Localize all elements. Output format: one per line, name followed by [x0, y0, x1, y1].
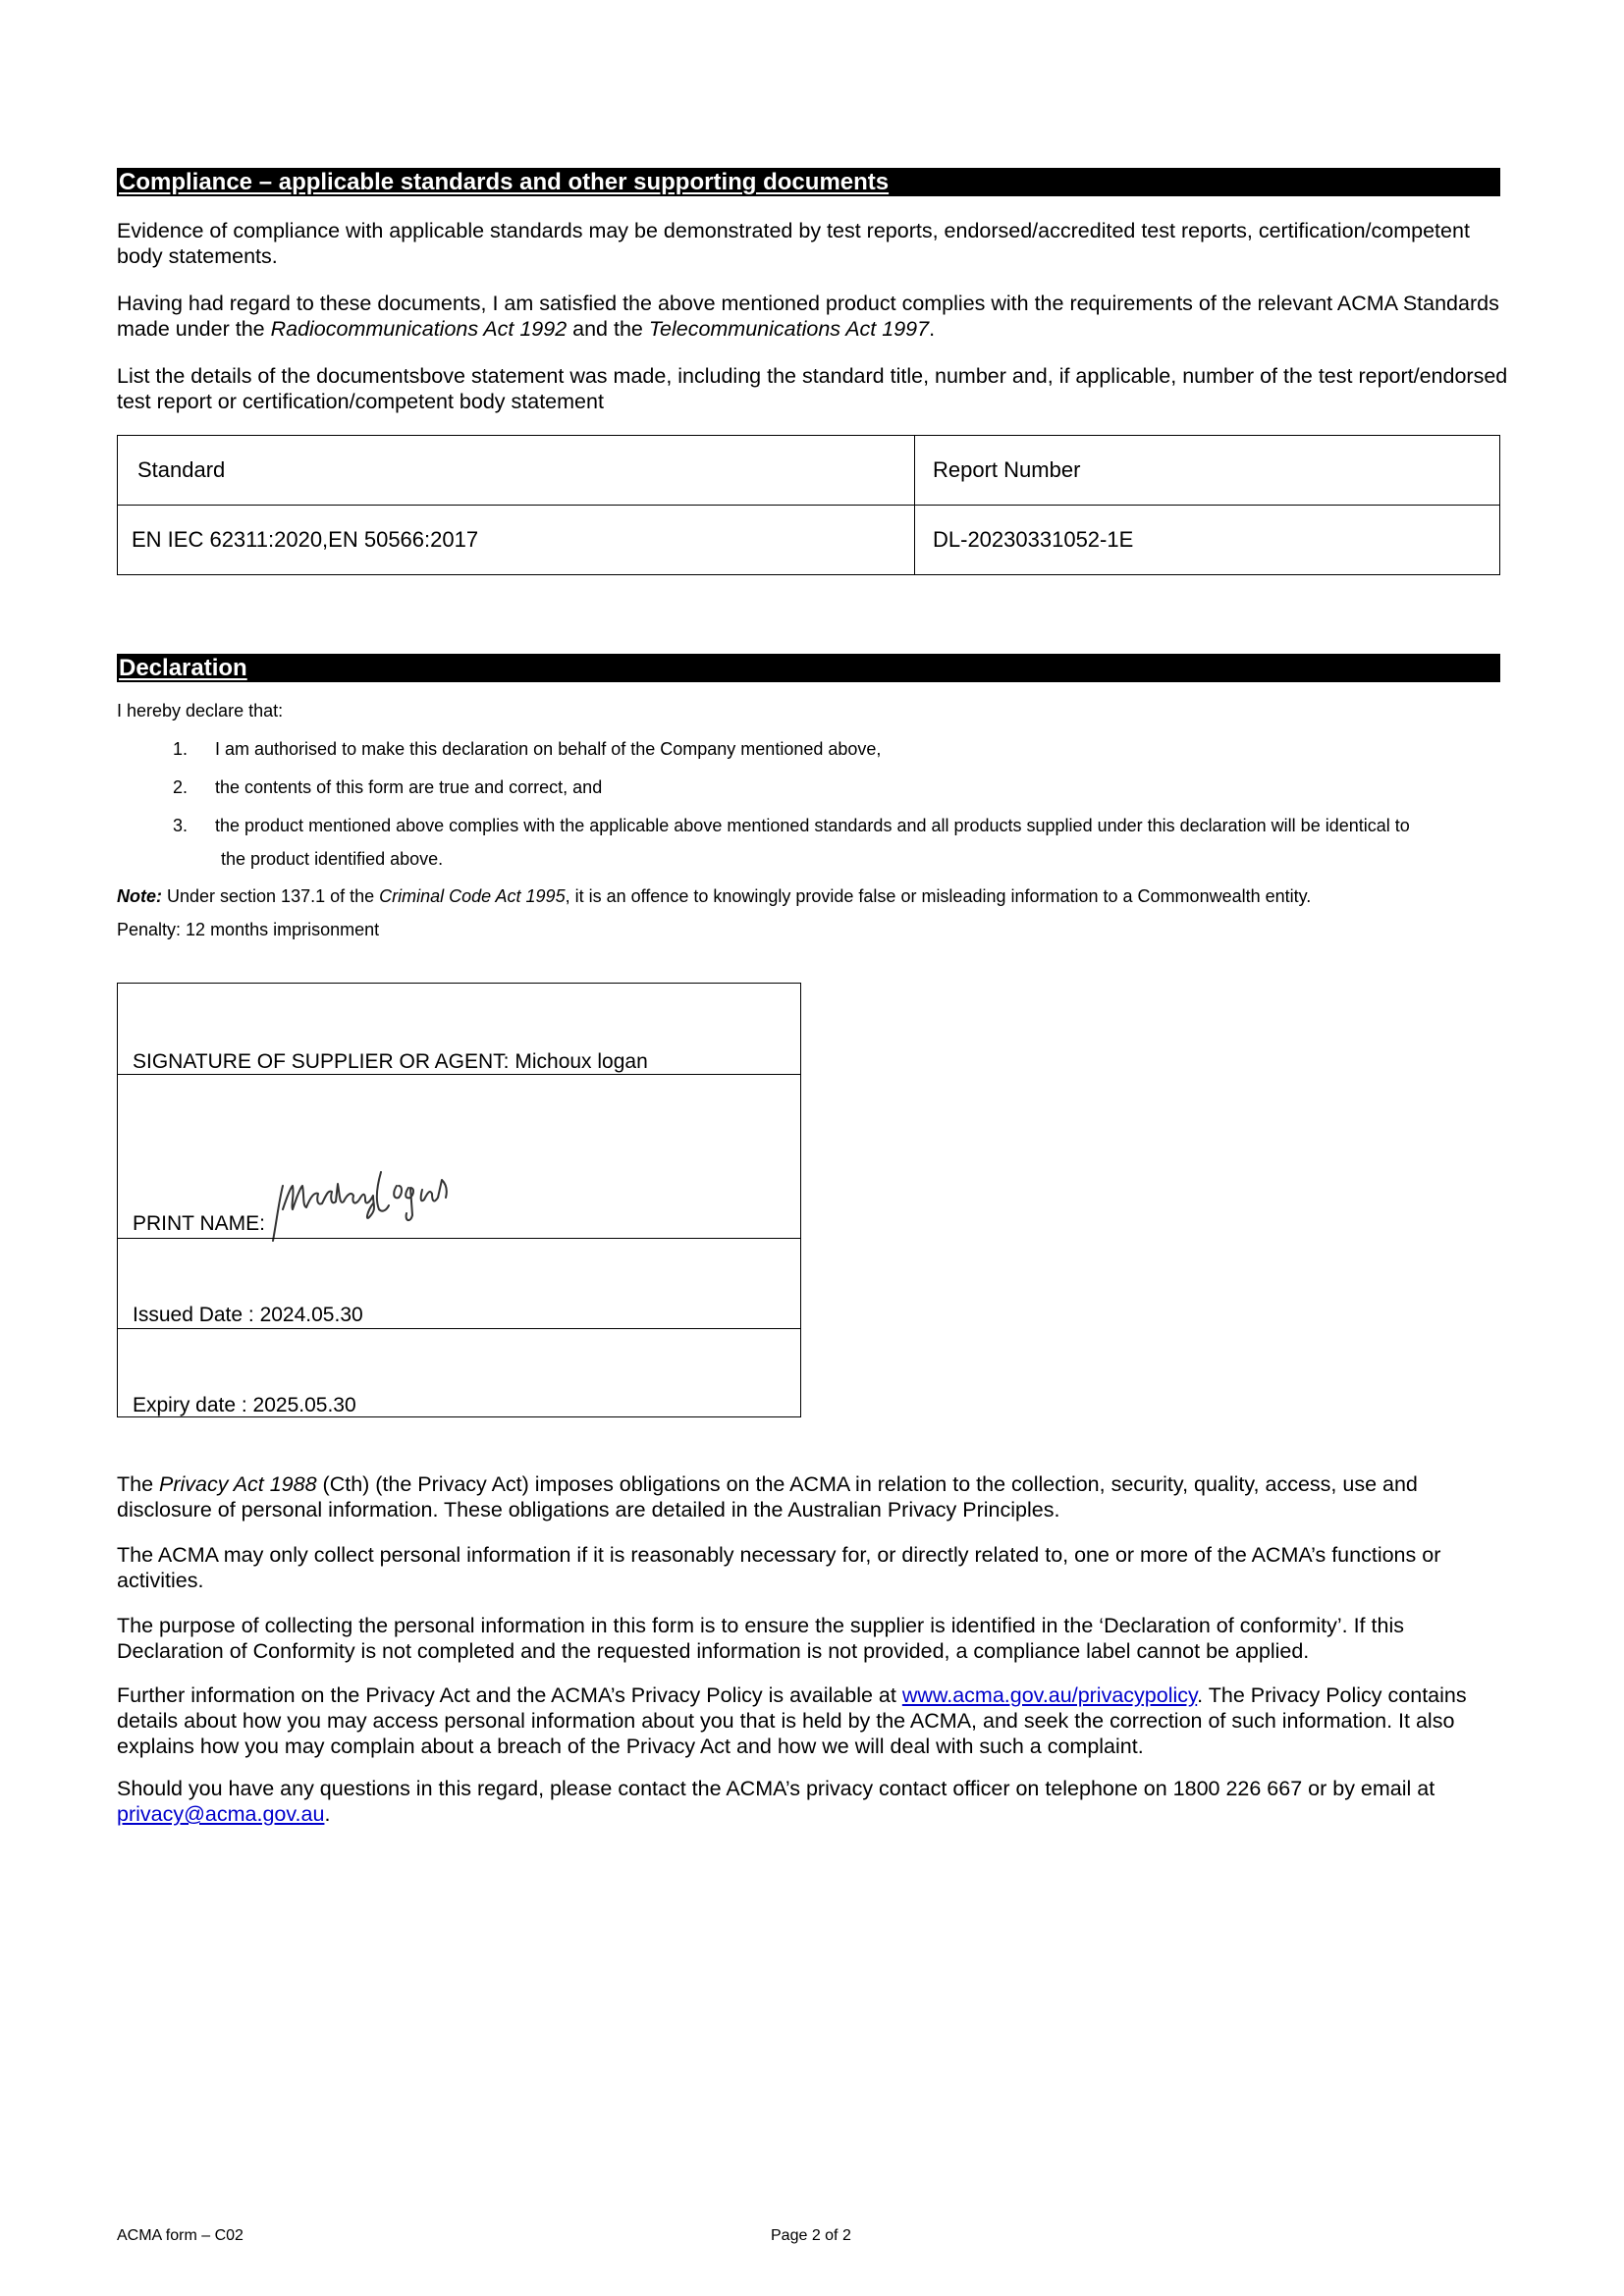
compliance-heading: Compliance – applicable standards and other supporting documents	[117, 168, 1500, 196]
text-span: . The Privacy Policy contains details about how you may access personal information about you that is held by the ACMA, and seek the correction of such information. It also explains how you may complain about a breach of the Privacy Act and how we will deal with such a complaint.	[117, 1683, 1467, 1758]
text-span: and the	[567, 317, 649, 341]
row-divider	[118, 1074, 800, 1075]
signature-of-supplier-label: SIGNATURE OF SUPPLIER OR AGENT: Michoux logan	[133, 1050, 648, 1073]
row-divider	[118, 1238, 800, 1239]
standards-table	[117, 435, 1500, 575]
declaration-item-number: 3.	[173, 816, 189, 835]
privacy-act-title: Privacy Act 1988	[159, 1472, 317, 1496]
text-span: Should you have any questions in this regard, please contact the ACMA’s privacy contact officer on telephone on 1800 226 667 or by email at	[117, 1777, 1435, 1800]
expiry-date: Expiry date : 2025.05.30	[133, 1394, 356, 1416]
privacy-policy-link[interactable]: www.acma.gov.au/privacypolicy	[901, 1683, 1198, 1707]
text-span: .	[929, 317, 936, 341]
telecommunications-act: Telecommunications Act 1997	[648, 317, 930, 341]
declaration-item-number: 2.	[173, 777, 189, 797]
declaration-intro: I hereby declare that:	[117, 701, 284, 721]
acma-collection-paragraph: The ACMA may only collect personal information if it is reasonably necessary for, or directly related to, one or more of the ACMA’s functions or activities.	[117, 1543, 1441, 1592]
text-span: (Cth) (the Privacy Act) imposes obligations on the ACMA in relation to the collection, security, quality, access, use and disclosure of personal information. These obligations are detailed in the Australian Privacy Principles.	[117, 1472, 1418, 1522]
compliance-evidence-paragraph: Evidence of compliance with applicable standards may be demonstrated by test reports, endorsed/accredited test reports, certification/competent body statements.	[117, 219, 1470, 268]
handwritten-signature	[267, 1141, 463, 1249]
text-span: , it is an offence to knowingly provide false or misleading information to a Commonwealth entity.	[565, 886, 1312, 906]
table-header-standard: Standard	[118, 436, 915, 506]
declaration-item-number: 1.	[173, 739, 189, 759]
radiocommunications-act: Radiocommunications Act 1992	[270, 317, 568, 341]
compliance-list-paragraph: List the details of the documentsbove statement was made, including the standard title, number and, if applicable, number of the test report/endorsed test report or certification/competent body statement	[117, 364, 1508, 413]
text-span: Under section 137.1 of the	[162, 886, 380, 906]
table-cell-standard: EN IEC 62311:2020,EN 50566:2017	[118, 506, 915, 575]
table-header-row	[118, 436, 1500, 506]
table-header-report-number: Report Number	[915, 436, 1500, 506]
issued-date: Issued Date : 2024.05.30	[133, 1304, 363, 1326]
declaration-item-text: I am authorised to make this declaration on behalf of the Company mentioned above,	[215, 739, 882, 759]
declaration-item-text: the product mentioned above complies with the applicable above mentioned standards and all products supplied under this declaration will be identical to	[215, 816, 1410, 835]
note-label: Note:	[117, 886, 162, 906]
text-span: .	[324, 1802, 331, 1826]
table-row	[118, 506, 1500, 575]
privacy-purpose-paragraph: The purpose of collecting the personal information in this form is to ensure the supplier is identified in the ‘Declaration of conformity’. If this Declaration of Conformity is not completed and the requested information is not provided, a compliance label cannot be applied.	[117, 1614, 1404, 1663]
privacy-act-paragraph	[117, 1471, 1511, 1522]
footer-page-number: Page 2 of 2	[771, 2227, 851, 2244]
criminal-code-act: Criminal Code Act 1995	[379, 886, 566, 906]
declaration-item-continuation: the product identified above.	[221, 849, 444, 869]
privacy-contact-paragraph	[117, 1776, 1511, 1827]
print-name-label: PRINT NAME:	[133, 1212, 265, 1235]
text-span: The	[117, 1472, 160, 1496]
declaration-penalty: Penalty: 12 months imprisonment	[117, 920, 380, 939]
table-cell-report-number: DL-20230331052-1E	[915, 506, 1500, 575]
footer-form-id: ACMA form – C02	[117, 2227, 244, 2244]
privacy-policy-paragraph	[117, 1682, 1511, 1759]
compliance-regard-paragraph	[117, 291, 1511, 342]
row-divider	[118, 1328, 800, 1329]
signature-box	[117, 983, 801, 1417]
privacy-email-link[interactable]: privacy@acma.gov.au	[117, 1802, 325, 1826]
declaration-note	[117, 885, 1511, 907]
declaration-item-text: the contents of this form are true and correct, and	[215, 777, 603, 797]
text-span: Further information on the Privacy Act and the ACMA’s Privacy Policy is available at	[117, 1683, 902, 1707]
text-span: Having had regard to these documents, I am satisfied the above mentioned product complies with the requirements of the relevant ACMA Standards made under the	[117, 292, 1499, 341]
declaration-heading: Declaration	[117, 654, 1500, 682]
